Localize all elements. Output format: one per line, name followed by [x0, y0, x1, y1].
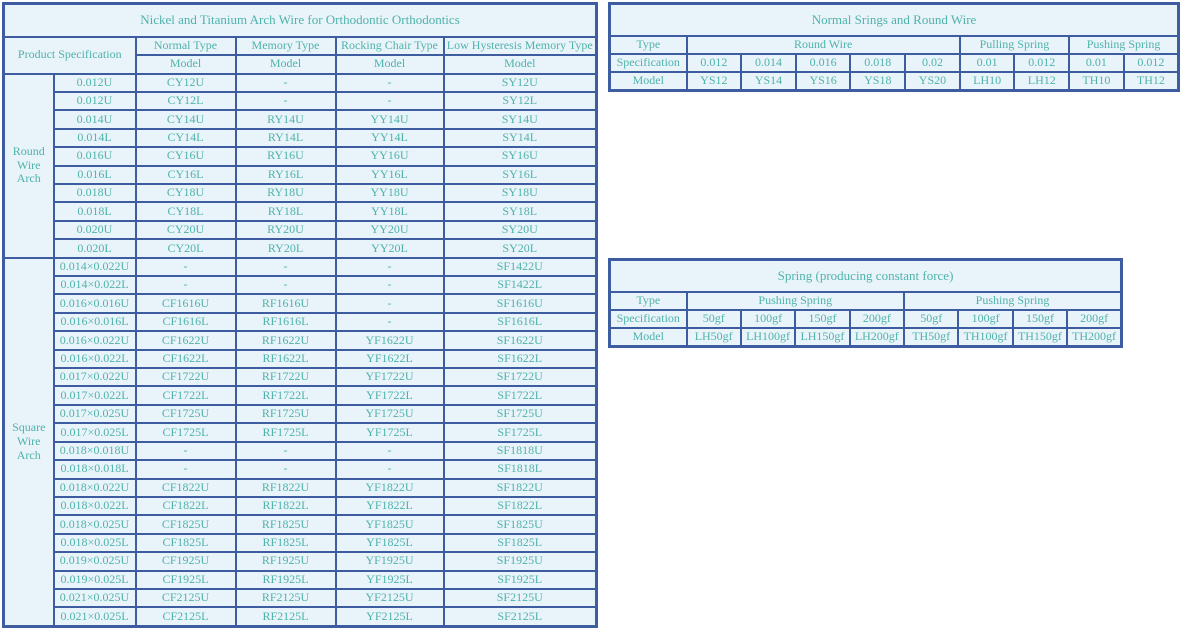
- table-row: [4, 92, 597, 110]
- model-cell: LH50gf: [687, 328, 741, 347]
- model-cell: CY16U: [136, 147, 236, 165]
- spec-cell: 0.019×0.025U: [54, 552, 136, 570]
- constant-force-spring-table: [608, 258, 1123, 348]
- model-cell: RF1725U: [236, 405, 336, 423]
- model-cell: -: [236, 74, 336, 92]
- model-cell: YS18: [850, 72, 905, 91]
- model-cell: YY16U: [336, 147, 444, 165]
- model-cell: CY20L: [136, 239, 236, 257]
- table-title-row: [4, 4, 597, 37]
- model-cell: SY14L: [444, 129, 597, 147]
- model-cell: -: [236, 258, 336, 276]
- spec-cell: 0.020U: [54, 221, 136, 239]
- model-cell: RF2125U: [236, 589, 336, 607]
- model-cell: CF1925U: [136, 552, 236, 570]
- model-cell: LH12: [1014, 72, 1069, 91]
- table-row: [610, 54, 1179, 72]
- model-cell: YF1725U: [336, 405, 444, 423]
- model-cell: RF1616U: [236, 294, 336, 312]
- row-label: Model: [610, 328, 687, 347]
- model-cell: -: [236, 442, 336, 460]
- model-cell: LH200gf: [850, 328, 904, 347]
- model-cell: SY12U: [444, 74, 597, 92]
- model-cell: SF1725U: [444, 405, 597, 423]
- spec-cell: 0.01: [960, 54, 1015, 72]
- model-cell: YF1622L: [336, 350, 444, 368]
- table-row: [610, 72, 1179, 91]
- wire-group-label: Square Wire Arch: [4, 258, 54, 627]
- col-header-rocking-chair-type: Rocking Chair Type: [336, 37, 444, 55]
- model-cell: -: [336, 276, 444, 294]
- model-cell: -: [136, 460, 236, 478]
- spec-cell: 0.016×0.016U: [54, 294, 136, 312]
- model-cell: RF1616L: [236, 313, 336, 331]
- model-cell: TH50gf: [904, 328, 958, 347]
- spec-cell: 0.017×0.022U: [54, 368, 136, 386]
- spec-cell: 0.017×0.022L: [54, 386, 136, 404]
- row-label: Specification: [610, 310, 687, 328]
- spec-cell: 0.016×0.016L: [54, 313, 136, 331]
- spec-cell: 150gf: [795, 310, 849, 328]
- model-cell: -: [136, 276, 236, 294]
- model-cell: RY14L: [236, 129, 336, 147]
- type-group-cell: Pushing Spring: [904, 292, 1122, 310]
- model-cell: YF1722L: [336, 386, 444, 404]
- model-cell: YF1822L: [336, 497, 444, 515]
- spec-cell: 0.012U: [54, 92, 136, 110]
- model-cell: YY14L: [336, 129, 444, 147]
- spec-cell: 0.018×0.018U: [54, 442, 136, 460]
- model-cell: -: [136, 258, 236, 276]
- model-cell: SY16L: [444, 166, 597, 184]
- model-cell: TH100gf: [958, 328, 1012, 347]
- model-cell: CF1925L: [136, 571, 236, 589]
- model-cell: YY20L: [336, 239, 444, 257]
- model-cell: RF1622L: [236, 350, 336, 368]
- spec-cell: 150gf: [1013, 310, 1067, 328]
- model-cell: RY18L: [236, 202, 336, 220]
- table-row: [4, 607, 597, 626]
- model-cell: CF1622L: [136, 350, 236, 368]
- model-cell: YF1825U: [336, 515, 444, 533]
- table-row: [610, 328, 1122, 347]
- table-row: [4, 129, 597, 147]
- model-cell: SF1822L: [444, 497, 597, 515]
- springs-round-wire-table: [608, 2, 1180, 92]
- table-row: [4, 221, 597, 239]
- model-cell: -: [236, 276, 336, 294]
- model-cell: RY16U: [236, 147, 336, 165]
- spec-cell: 0.019×0.025L: [54, 571, 136, 589]
- model-cell: RY20U: [236, 221, 336, 239]
- model-cell: YY16L: [336, 166, 444, 184]
- model-subheader: Model: [236, 55, 336, 73]
- model-cell: SY16U: [444, 147, 597, 165]
- spec-cell: 0.02: [905, 54, 960, 72]
- model-cell: -: [136, 442, 236, 460]
- model-cell: YF1725L: [336, 423, 444, 441]
- table-title-row: [610, 260, 1122, 293]
- spec-cell: 200gf: [850, 310, 904, 328]
- table-row: [4, 166, 597, 184]
- model-subheader: Model: [136, 55, 236, 73]
- spec-cell: 0.018×0.025U: [54, 515, 136, 533]
- model-cell: TH10: [1069, 72, 1124, 91]
- spec-cell: 0.014L: [54, 129, 136, 147]
- spec-cell: 200gf: [1067, 310, 1121, 328]
- arch-wire-body: [4, 74, 597, 627]
- table-row: [4, 497, 597, 515]
- model-cell: -: [336, 313, 444, 331]
- model-cell: YF1925U: [336, 552, 444, 570]
- table-row: [4, 74, 597, 92]
- model-cell: SF1725L: [444, 423, 597, 441]
- table-row: [4, 552, 597, 570]
- model-cell: YS12: [687, 72, 742, 91]
- spec-cell: 50gf: [904, 310, 958, 328]
- spec-cell: 0.016×0.022L: [54, 350, 136, 368]
- table-row: [4, 110, 597, 128]
- model-cell: -: [336, 92, 444, 110]
- model-cell: SF1822U: [444, 479, 597, 497]
- model-cell: YY18U: [336, 184, 444, 202]
- force-table-title: Spring (producing constant force): [610, 260, 1122, 293]
- model-cell: SF1616U: [444, 294, 597, 312]
- model-cell: CY12U: [136, 74, 236, 92]
- spec-cell: 0.018: [850, 54, 905, 72]
- type-group-cell: Pushing Spring: [1069, 36, 1178, 54]
- col-header-low-hysteresis-type: Low Hysteresis Memory Type: [444, 37, 597, 55]
- model-cell: RF1822U: [236, 479, 336, 497]
- spec-cell: 0.018×0.022U: [54, 479, 136, 497]
- model-cell: RF1722L: [236, 386, 336, 404]
- spec-cell: 0.012U: [54, 74, 136, 92]
- model-cell: YS14: [741, 72, 796, 91]
- model-cell: RY14U: [236, 110, 336, 128]
- table-row: [4, 350, 597, 368]
- model-cell: YF1825L: [336, 534, 444, 552]
- table-row: [4, 460, 597, 478]
- table-row: [4, 184, 597, 202]
- model-cell: RF1722U: [236, 368, 336, 386]
- model-cell: SY18L: [444, 202, 597, 220]
- table-row: [4, 313, 597, 331]
- table-row: [4, 534, 597, 552]
- model-cell: RY18U: [236, 184, 336, 202]
- model-cell: RF1825U: [236, 515, 336, 533]
- spec-cell: 0.014×0.022U: [54, 258, 136, 276]
- table-header-row: [4, 37, 597, 55]
- model-subheader: Model: [336, 55, 444, 73]
- model-cell: YY14U: [336, 110, 444, 128]
- model-cell: CF1822U: [136, 479, 236, 497]
- model-cell: -: [336, 294, 444, 312]
- table-title-row: [610, 4, 1179, 37]
- model-cell: SF2125U: [444, 589, 597, 607]
- table-row: [4, 368, 597, 386]
- model-cell: CF1616U: [136, 294, 236, 312]
- model-cell: SF1422L: [444, 276, 597, 294]
- model-cell: RF1925U: [236, 552, 336, 570]
- model-cell: SF1818L: [444, 460, 597, 478]
- model-cell: CF1722L: [136, 386, 236, 404]
- model-cell: SF1722L: [444, 386, 597, 404]
- model-cell: LH10: [960, 72, 1015, 91]
- model-cell: YY18L: [336, 202, 444, 220]
- spec-cell: 0.014U: [54, 110, 136, 128]
- model-cell: -: [236, 460, 336, 478]
- model-cell: CF2125U: [136, 589, 236, 607]
- model-cell: -: [336, 258, 444, 276]
- table-row: [610, 292, 1122, 310]
- table-row: [4, 405, 597, 423]
- model-cell: YF2125L: [336, 607, 444, 626]
- col-header-normal-type: Normal Type: [136, 37, 236, 55]
- model-cell: CF1722U: [136, 368, 236, 386]
- model-cell: SF1925U: [444, 552, 597, 570]
- model-cell: SF1825L: [444, 534, 597, 552]
- model-cell: RF1925L: [236, 571, 336, 589]
- table-row: [4, 202, 597, 220]
- table-row: [4, 423, 597, 441]
- table-row: [4, 589, 597, 607]
- row-label: Model: [610, 72, 687, 91]
- model-cell: SY20U: [444, 221, 597, 239]
- spec-cell: 0.017×0.025L: [54, 423, 136, 441]
- model-cell: SY18U: [444, 184, 597, 202]
- spec-cell: 0.014×0.022L: [54, 276, 136, 294]
- spec-cell: 50gf: [687, 310, 741, 328]
- spec-cell: 0.012: [1124, 54, 1179, 72]
- table-row: [4, 515, 597, 533]
- spec-cell: 0.016L: [54, 166, 136, 184]
- model-cell: YF1822U: [336, 479, 444, 497]
- type-group-cell: Pushing Spring: [687, 292, 905, 310]
- table-row: [4, 479, 597, 497]
- springs-table-body: [610, 36, 1179, 91]
- model-cell: CY18U: [136, 184, 236, 202]
- model-cell: RF1622U: [236, 331, 336, 349]
- model-cell: -: [336, 460, 444, 478]
- model-cell: TH150gf: [1013, 328, 1067, 347]
- model-cell: SF1818U: [444, 442, 597, 460]
- model-cell: SF1925L: [444, 571, 597, 589]
- spec-cell: 0.012: [687, 54, 742, 72]
- model-cell: SY14U: [444, 110, 597, 128]
- model-cell: CF1825L: [136, 534, 236, 552]
- row-label: Type: [610, 292, 687, 310]
- model-cell: -: [236, 92, 336, 110]
- model-cell: YY20U: [336, 221, 444, 239]
- model-cell: YF1722U: [336, 368, 444, 386]
- model-cell: SF1616L: [444, 313, 597, 331]
- model-cell: CF1616L: [136, 313, 236, 331]
- spec-cell: 0.018U: [54, 184, 136, 202]
- model-cell: SF1622U: [444, 331, 597, 349]
- table-row: [4, 239, 597, 257]
- model-cell: CF1622U: [136, 331, 236, 349]
- model-cell: CY16L: [136, 166, 236, 184]
- product-spec-header: Product Specification: [4, 37, 136, 74]
- model-cell: SF1622L: [444, 350, 597, 368]
- spec-cell: 0.017×0.025U: [54, 405, 136, 423]
- spec-cell: 0.016×0.022U: [54, 331, 136, 349]
- spec-cell: 0.012: [1014, 54, 1069, 72]
- model-cell: CY18L: [136, 202, 236, 220]
- type-group-cell: Pulling Spring: [960, 36, 1069, 54]
- wire-group-label: Round Wire Arch: [4, 74, 54, 258]
- model-cell: RF1822L: [236, 497, 336, 515]
- model-cell: RF2125L: [236, 607, 336, 626]
- model-cell: CF1725U: [136, 405, 236, 423]
- spec-cell: 0.018×0.018L: [54, 460, 136, 478]
- table-row: [4, 147, 597, 165]
- arch-wire-table-title: Nickel and Titanium Arch Wire for Orthodontic Orthodontics: [4, 4, 597, 37]
- model-cell: YF1622U: [336, 331, 444, 349]
- model-cell: -: [336, 74, 444, 92]
- model-cell: CY20U: [136, 221, 236, 239]
- row-label: Specification: [610, 54, 687, 72]
- model-cell: CF1725L: [136, 423, 236, 441]
- model-cell: SY12L: [444, 92, 597, 110]
- model-cell: CY12L: [136, 92, 236, 110]
- table-row: [610, 310, 1122, 328]
- type-group-cell: Round Wire: [687, 36, 960, 54]
- spec-cell: 0.021×0.025L: [54, 607, 136, 626]
- table-row: [4, 386, 597, 404]
- model-cell: TH200gf: [1067, 328, 1121, 347]
- model-cell: RF1725L: [236, 423, 336, 441]
- spec-cell: 0.016U: [54, 147, 136, 165]
- model-cell: CF2125L: [136, 607, 236, 626]
- table-row: [610, 36, 1179, 54]
- model-cell: SF2125L: [444, 607, 597, 626]
- model-cell: RY16L: [236, 166, 336, 184]
- row-label: Type: [610, 36, 687, 54]
- spec-cell: 0.018×0.022L: [54, 497, 136, 515]
- model-cell: SY20L: [444, 239, 597, 257]
- spec-cell: 0.020L: [54, 239, 136, 257]
- model-cell: SF1422U: [444, 258, 597, 276]
- spec-cell: 0.021×0.025U: [54, 589, 136, 607]
- spec-cell: 0.016: [796, 54, 851, 72]
- model-cell: YS16: [796, 72, 851, 91]
- spec-cell: 0.01: [1069, 54, 1124, 72]
- model-cell: LH100gf: [741, 328, 795, 347]
- springs-table-title: Normal Srings and Round Wire: [610, 4, 1179, 37]
- model-cell: SF1825U: [444, 515, 597, 533]
- model-cell: YF1925L: [336, 571, 444, 589]
- force-table-body: [610, 292, 1122, 347]
- model-cell: RF1825L: [236, 534, 336, 552]
- model-subheader: Model: [444, 55, 597, 73]
- model-cell: LH150gf: [795, 328, 849, 347]
- arch-wire-table: [2, 2, 598, 628]
- model-cell: CY14L: [136, 129, 236, 147]
- spec-cell: 100gf: [741, 310, 795, 328]
- table-row: [4, 442, 597, 460]
- model-cell: -: [336, 442, 444, 460]
- model-cell: CY14U: [136, 110, 236, 128]
- spec-cell: 0.018L: [54, 202, 136, 220]
- table-row: [4, 571, 597, 589]
- model-cell: TH12: [1124, 72, 1179, 91]
- table-row: [4, 276, 597, 294]
- spec-cell: 0.014: [741, 54, 796, 72]
- table-row: [4, 258, 597, 276]
- table-row: [4, 294, 597, 312]
- col-header-memory-type: Memory Type: [236, 37, 336, 55]
- table-row: [4, 331, 597, 349]
- spec-cell: 100gf: [958, 310, 1012, 328]
- model-cell: SF1722U: [444, 368, 597, 386]
- model-cell: YS20: [905, 72, 960, 91]
- model-cell: CF1825U: [136, 515, 236, 533]
- model-cell: YF2125U: [336, 589, 444, 607]
- model-cell: RY20L: [236, 239, 336, 257]
- spec-cell: 0.018×0.025L: [54, 534, 136, 552]
- model-cell: CF1822L: [136, 497, 236, 515]
